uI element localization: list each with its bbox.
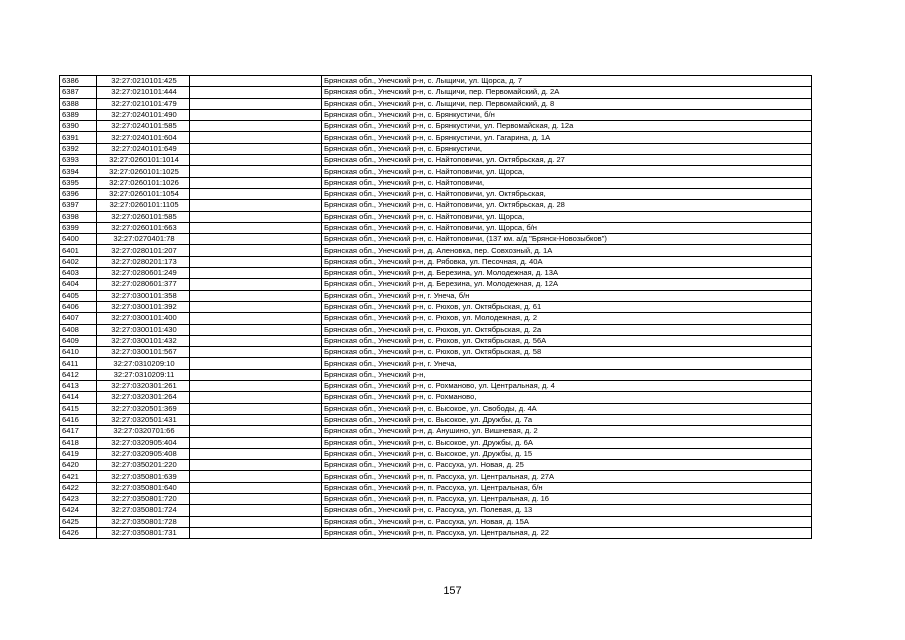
cadastral-number-cell: 32:27:0350801:720 xyxy=(97,493,190,504)
row-number-cell: 6413 xyxy=(60,381,97,392)
table-row xyxy=(60,347,812,358)
table-row xyxy=(60,290,812,301)
address-cell: Брянская обл., Унечский р-н, с. Лыщичи, ул. Щорса, д. 7 xyxy=(322,76,812,87)
address-cell: Брянская обл., Унечский р-н, с. Рохманово, xyxy=(322,392,812,403)
row-number-cell: 6392 xyxy=(60,143,97,154)
row-number-cell: 6399 xyxy=(60,222,97,233)
cadastral-number-cell: 32:27:0260101:663 xyxy=(97,222,190,233)
address-cell: Брянская обл., Унечский р-н, г. Унеча, б/н xyxy=(322,290,812,301)
row-number-cell: 6423 xyxy=(60,493,97,504)
row-number-cell: 6391 xyxy=(60,132,97,143)
address-cell: Брянская обл., Унечский р-н, с. Рюхов, ул. Октябрьская, д. 2а xyxy=(322,324,812,335)
address-cell: Брянская обл., Унечский р-н, с. Брянкустичи, ул. Первомайская, д. 12а xyxy=(322,121,812,132)
address-cell: Брянская обл., Унечский р-н, с. Найтоповичи, xyxy=(322,177,812,188)
empty-cell xyxy=(190,516,322,527)
address-cell: Брянская обл., Унечский р-н, с. Рассуха, ул. Полевая, д. 13 xyxy=(322,505,812,516)
address-cell: Брянская обл., Унечский р-н, п. Рассуха, ул. Центральная, д. 22 xyxy=(322,527,812,538)
address-cell: Брянская обл., Унечский р-н, д. Березина, ул. Молодежная, д. 13А xyxy=(322,268,812,279)
row-number-cell: 6416 xyxy=(60,414,97,425)
empty-cell xyxy=(190,324,322,335)
address-cell: Брянская обл., Унечский р-н, с. Высокое, ул. Дружбы, д. 15 xyxy=(322,448,812,459)
address-cell: Брянская обл., Унечский р-н, с. Рассуха, ул. Новая, д. 15А xyxy=(322,516,812,527)
cadastral-number-cell: 32:27:0260101:585 xyxy=(97,211,190,222)
cadastral-number-cell: 32:27:0280101:207 xyxy=(97,245,190,256)
empty-cell xyxy=(190,245,322,256)
row-number-cell: 6387 xyxy=(60,87,97,98)
address-cell: Брянская обл., Унечский р-н, xyxy=(322,369,812,380)
address-cell: Брянская обл., Унечский р-н, с. Лыщичи, пер. Первомайский, д. 8 xyxy=(322,98,812,109)
row-number-cell: 6424 xyxy=(60,505,97,516)
cadastral-number-cell: 32:27:0350801:640 xyxy=(97,482,190,493)
cadastral-number-cell: 32:27:0210101:425 xyxy=(97,76,190,87)
empty-cell xyxy=(190,347,322,358)
row-number-cell: 6414 xyxy=(60,392,97,403)
cadastral-number-cell: 32:27:0320905:404 xyxy=(97,437,190,448)
empty-cell xyxy=(190,448,322,459)
empty-cell xyxy=(190,188,322,199)
row-number-cell: 6402 xyxy=(60,256,97,267)
table-row xyxy=(60,471,812,482)
address-cell: Брянская обл., Унечский р-н, с. Высокое, ул. Дружбы, д. 7а xyxy=(322,414,812,425)
cadastral-number-cell: 32:27:0350801:731 xyxy=(97,527,190,538)
address-cell: Брянская обл., Унечский р-н, г. Унеча, xyxy=(322,358,812,369)
empty-cell xyxy=(190,256,322,267)
empty-cell xyxy=(190,290,322,301)
row-number-cell: 6389 xyxy=(60,109,97,120)
table-row xyxy=(60,324,812,335)
address-cell: Брянская обл., Унечский р-н, с. Рюхов, ул. Октябрьская, д. 56А xyxy=(322,335,812,346)
row-number-cell: 6412 xyxy=(60,369,97,380)
table-row xyxy=(60,448,812,459)
cadastral-number-cell: 32:27:0260101:1105 xyxy=(97,200,190,211)
empty-cell xyxy=(190,392,322,403)
row-number-cell: 6409 xyxy=(60,335,97,346)
cadastral-number-cell: 32:27:0320905:408 xyxy=(97,448,190,459)
cadastral-number-cell: 32:27:0300101:358 xyxy=(97,290,190,301)
empty-cell xyxy=(190,143,322,154)
address-cell: Брянская обл., Унечский р-н, с. Рохманово, ул. Центральная, д. 4 xyxy=(322,381,812,392)
empty-cell xyxy=(190,505,322,516)
cadastral-number-cell: 32:27:0320701:66 xyxy=(97,426,190,437)
address-cell: Брянская обл., Унечский р-н, п. Рассуха, ул. Центральная, б/н xyxy=(322,482,812,493)
row-number-cell: 6408 xyxy=(60,324,97,335)
empty-cell xyxy=(190,121,322,132)
empty-cell xyxy=(190,460,322,471)
table-row xyxy=(60,98,812,109)
table-row xyxy=(60,268,812,279)
empty-cell xyxy=(190,358,322,369)
address-cell: Брянская обл., Унечский р-н, с. Рюхов, ул. Октябрьская, д. 58 xyxy=(322,347,812,358)
table-row xyxy=(60,188,812,199)
address-cell: Брянская обл., Унечский р-н, д. Анушино, ул. Вишневая, д. 2 xyxy=(322,426,812,437)
empty-cell xyxy=(190,381,322,392)
row-number-cell: 6417 xyxy=(60,426,97,437)
cadastral-number-cell: 32:27:0300101:567 xyxy=(97,347,190,358)
table-row xyxy=(60,200,812,211)
row-number-cell: 6386 xyxy=(60,76,97,87)
table-row xyxy=(60,143,812,154)
empty-cell xyxy=(190,166,322,177)
address-cell: Брянская обл., Унечский р-н, с. Брянкустичи, xyxy=(322,143,812,154)
row-number-cell: 6415 xyxy=(60,403,97,414)
cadastral-number-cell: 32:27:0240101:585 xyxy=(97,121,190,132)
address-cell: Брянская обл., Унечский р-н, п. Рассуха, ул. Центральная, д. 27А xyxy=(322,471,812,482)
row-number-cell: 6403 xyxy=(60,268,97,279)
empty-cell xyxy=(190,177,322,188)
empty-cell xyxy=(190,155,322,166)
row-number-cell: 6406 xyxy=(60,301,97,312)
table-row xyxy=(60,437,812,448)
empty-cell xyxy=(190,98,322,109)
table-row xyxy=(60,109,812,120)
table-row xyxy=(60,505,812,516)
table-row xyxy=(60,358,812,369)
table-row xyxy=(60,335,812,346)
empty-cell xyxy=(190,76,322,87)
empty-cell xyxy=(190,426,322,437)
address-cell: Брянская обл., Унечский р-н, с. Брянкустичи, ул. Гагарина, д. 1А xyxy=(322,132,812,143)
registry-table-body xyxy=(60,76,812,539)
address-cell: Брянская обл., Унечский р-н, с. Найтоповичи, ул. Щорса, xyxy=(322,211,812,222)
table-row xyxy=(60,369,812,380)
table-row xyxy=(60,177,812,188)
row-number-cell: 6404 xyxy=(60,279,97,290)
address-cell: Брянская обл., Унечский р-н, д. Рябовка, ул. Песочная, д. 40А xyxy=(322,256,812,267)
row-number-cell: 6401 xyxy=(60,245,97,256)
address-cell: Брянская обл., Унечский р-н, с. Лыщичи, пер. Первомайский, д. 2А xyxy=(322,87,812,98)
cadastral-number-cell: 32:27:0260101:1026 xyxy=(97,177,190,188)
cadastral-number-cell: 32:27:0320301:261 xyxy=(97,381,190,392)
cadastral-number-cell: 32:27:0210101:479 xyxy=(97,98,190,109)
row-number-cell: 6407 xyxy=(60,313,97,324)
row-number-cell: 6419 xyxy=(60,448,97,459)
table-row xyxy=(60,426,812,437)
row-number-cell: 6410 xyxy=(60,347,97,358)
empty-cell xyxy=(190,109,322,120)
table-row xyxy=(60,313,812,324)
cadastral-number-cell: 32:27:0260101:1014 xyxy=(97,155,190,166)
address-cell: Брянская обл., Унечский р-н, с. Рюхов, ул. Октябрьская, д. 61 xyxy=(322,301,812,312)
empty-cell xyxy=(190,471,322,482)
table-row xyxy=(60,166,812,177)
table-row xyxy=(60,482,812,493)
row-number-cell: 6394 xyxy=(60,166,97,177)
table-row xyxy=(60,234,812,245)
row-number-cell: 6400 xyxy=(60,234,97,245)
row-number-cell: 6421 xyxy=(60,471,97,482)
address-cell: Брянская обл., Унечский р-н, п. Рассуха, ул. Центральная, д. 16 xyxy=(322,493,812,504)
cadastral-number-cell: 32:27:0280601:249 xyxy=(97,268,190,279)
cadastral-number-cell: 32:27:0350801:724 xyxy=(97,505,190,516)
cadastral-number-cell: 32:27:0350801:728 xyxy=(97,516,190,527)
page-number: 157 xyxy=(443,585,462,597)
address-cell: Брянская обл., Унечский р-н, с. Рассуха, ул. Новая, д. 25 xyxy=(322,460,812,471)
table-row xyxy=(60,392,812,403)
cadastral-number-cell: 32:27:0350201:220 xyxy=(97,460,190,471)
cadastral-number-cell: 32:27:0240101:490 xyxy=(97,109,190,120)
table-row xyxy=(60,155,812,166)
cadastral-number-cell: 32:27:0320501:369 xyxy=(97,403,190,414)
address-cell: Брянская обл., Унечский р-н, с. Рюхов, ул. Молодежная, д. 2 xyxy=(322,313,812,324)
empty-cell xyxy=(190,493,322,504)
cadastral-number-cell: 32:27:0260101:1054 xyxy=(97,188,190,199)
cadastral-number-cell: 32:27:0320501:431 xyxy=(97,414,190,425)
table-row xyxy=(60,76,812,87)
table-row xyxy=(60,516,812,527)
registry-table xyxy=(59,75,812,539)
empty-cell xyxy=(190,313,322,324)
empty-cell xyxy=(190,234,322,245)
table-row xyxy=(60,381,812,392)
address-cell: Брянская обл., Унечский р-н, с. Высокое, ул. Дружбы, д. 6А xyxy=(322,437,812,448)
table-row xyxy=(60,493,812,504)
address-cell: Брянская обл., Унечский р-н, с. Брянкустичи, б/н xyxy=(322,109,812,120)
address-cell: Брянская обл., Унечский р-н, с. Найтоповичи, ул. Октябрьская, д. 27 xyxy=(322,155,812,166)
cadastral-number-cell: 32:27:0270401:78 xyxy=(97,234,190,245)
empty-cell xyxy=(190,403,322,414)
address-cell: Брянская обл., Унечский р-н, с. Найтоповичи, ул. Октябрьская, xyxy=(322,188,812,199)
row-number-cell: 6426 xyxy=(60,527,97,538)
cadastral-number-cell: 32:27:0300101:400 xyxy=(97,313,190,324)
empty-cell xyxy=(190,200,322,211)
empty-cell xyxy=(190,482,322,493)
cadastral-number-cell: 32:27:0240101:604 xyxy=(97,132,190,143)
table-row xyxy=(60,414,812,425)
row-number-cell: 6418 xyxy=(60,437,97,448)
row-number-cell: 6397 xyxy=(60,200,97,211)
table-row xyxy=(60,403,812,414)
row-number-cell: 6422 xyxy=(60,482,97,493)
cadastral-number-cell: 32:27:0310209:10 xyxy=(97,358,190,369)
row-number-cell: 6395 xyxy=(60,177,97,188)
cadastral-number-cell: 32:27:0300101:432 xyxy=(97,335,190,346)
empty-cell xyxy=(190,222,322,233)
cadastral-number-cell: 32:27:0300101:392 xyxy=(97,301,190,312)
address-cell: Брянская обл., Унечский р-н, с. Найтоповичи, ул. Щорса, б/н xyxy=(322,222,812,233)
address-cell: Брянская обл., Унечский р-н, с. Высокое, ул. Свободы, д. 4А xyxy=(322,403,812,414)
empty-cell xyxy=(190,437,322,448)
empty-cell xyxy=(190,87,322,98)
address-cell: Брянская обл., Унечский р-н, с. Найтоповичи, ул. Октябрьская, д. 28 xyxy=(322,200,812,211)
table-row xyxy=(60,245,812,256)
table-row xyxy=(60,87,812,98)
row-number-cell: 6405 xyxy=(60,290,97,301)
table-row xyxy=(60,121,812,132)
empty-cell xyxy=(190,301,322,312)
cadastral-number-cell: 32:27:0210101:444 xyxy=(97,87,190,98)
address-cell: Брянская обл., Унечский р-н, д. Аленовка, пер. Совхозный, д. 1А xyxy=(322,245,812,256)
row-number-cell: 6390 xyxy=(60,121,97,132)
cadastral-number-cell: 32:27:0280201:173 xyxy=(97,256,190,267)
table-row xyxy=(60,132,812,143)
empty-cell xyxy=(190,132,322,143)
empty-cell xyxy=(190,369,322,380)
table-row xyxy=(60,211,812,222)
table-row xyxy=(60,301,812,312)
cadastral-number-cell: 32:27:0310209:11 xyxy=(97,369,190,380)
table-row xyxy=(60,256,812,267)
table-row xyxy=(60,279,812,290)
table-row xyxy=(60,460,812,471)
row-number-cell: 6411 xyxy=(60,358,97,369)
cadastral-number-cell: 32:27:0260101:1025 xyxy=(97,166,190,177)
empty-cell xyxy=(190,211,322,222)
row-number-cell: 6396 xyxy=(60,188,97,199)
empty-cell xyxy=(190,279,322,290)
cadastral-number-cell: 32:27:0300101:430 xyxy=(97,324,190,335)
row-number-cell: 6398 xyxy=(60,211,97,222)
address-cell: Брянская обл., Унечский р-н, д. Березина, ул. Молодежная, д. 12А xyxy=(322,279,812,290)
table-row xyxy=(60,222,812,233)
address-cell: Брянская обл., Унечский р-н, с. Найтоповичи, (137 км. а/д "Брянск-Новозыбков") xyxy=(322,234,812,245)
table-row xyxy=(60,527,812,538)
empty-cell xyxy=(190,414,322,425)
empty-cell xyxy=(190,268,322,279)
row-number-cell: 6420 xyxy=(60,460,97,471)
address-cell: Брянская обл., Унечский р-н, с. Найтоповичи, ул. Щорса, xyxy=(322,166,812,177)
row-number-cell: 6393 xyxy=(60,155,97,166)
row-number-cell: 6388 xyxy=(60,98,97,109)
cadastral-number-cell: 32:27:0280601:377 xyxy=(97,279,190,290)
empty-cell xyxy=(190,527,322,538)
cadastral-number-cell: 32:27:0240101:649 xyxy=(97,143,190,154)
cadastral-number-cell: 32:27:0320301:264 xyxy=(97,392,190,403)
cadastral-number-cell: 32:27:0350801:639 xyxy=(97,471,190,482)
row-number-cell: 6425 xyxy=(60,516,97,527)
empty-cell xyxy=(190,335,322,346)
